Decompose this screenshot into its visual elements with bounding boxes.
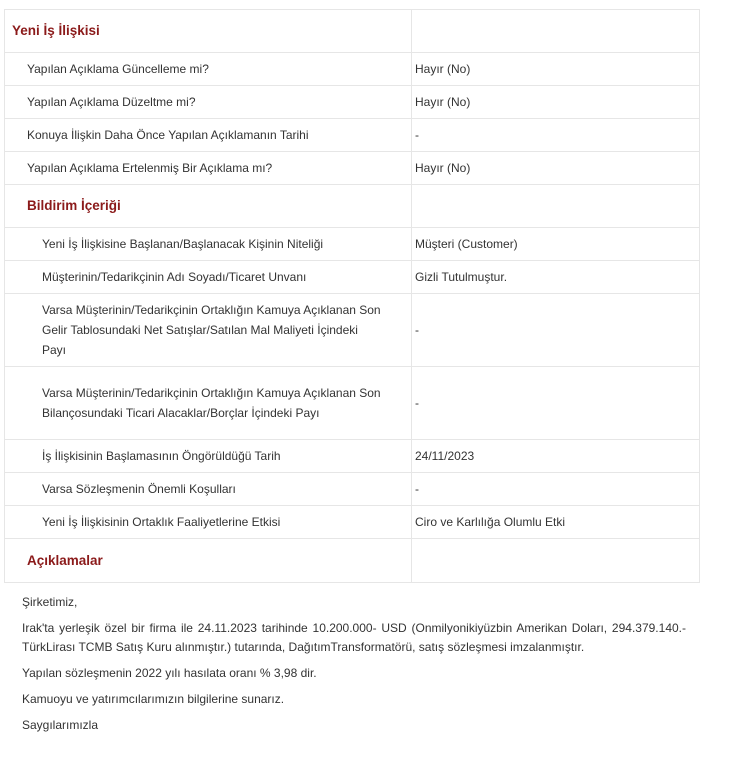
notes-body: Irak'ta yerleşik özel bir firma ile 24.11.2023 tarihinde 10.200.000- USD (Onmilyonikiyüzbin Amerikan Doları, 294.379.140.- TürkLirası TCMB Satış Kuru alınmıştır.) tutarında, DağıtımTransformatörü, satış sözleşmesi imzalanmıştır. bbox=[22, 621, 686, 654]
row-label: Müşterinin/Tedarikçinin Adı Soyadı/Ticaret Unvanı bbox=[5, 261, 412, 294]
row-label: Yapılan Açıklama Ertelenmiş Bir Açıklama mı? bbox=[5, 152, 412, 185]
table-row bbox=[5, 152, 700, 185]
notes-closing: Saygılarımızla bbox=[22, 718, 99, 732]
table-row bbox=[5, 473, 700, 506]
row-value: - bbox=[412, 367, 700, 440]
row-label: Yapılan Açıklama Güncelleme mi? bbox=[5, 53, 412, 86]
section-header-row bbox=[5, 185, 700, 228]
row-label: Yeni İş İlişkisinin Ortaklık Faaliyetlerine Etkisi bbox=[5, 506, 412, 539]
section-header-row bbox=[5, 10, 700, 53]
table-row bbox=[5, 440, 700, 473]
row-value: - bbox=[412, 473, 700, 506]
notes-info: Kamuoyu ve yatırımcılarımızın bilgilerine sunarız. bbox=[22, 692, 285, 706]
table-row bbox=[5, 119, 700, 152]
disclosure-table bbox=[4, 9, 700, 583]
table-row bbox=[5, 86, 700, 119]
notes-greeting: Şirketimiz, bbox=[22, 595, 78, 609]
section-title: Açıklamalar bbox=[5, 539, 412, 583]
section-title: Yeni İş İlişkisi bbox=[5, 10, 412, 53]
row-label: Yapılan Açıklama Düzeltme mi? bbox=[5, 86, 412, 119]
row-value: Hayır (No) bbox=[412, 53, 700, 86]
row-value: Gizli Tutulmuştur. bbox=[412, 261, 700, 294]
row-label: Varsa Müşterinin/Tedarikçinin Ortaklığın Kamuya Açıklanan Son Gelir Tablosundaki Net Satışlar/Satılan Mal Maliyeti İçindeki Payı bbox=[5, 294, 412, 367]
row-label: Varsa Müşterinin/Tedarikçinin Ortaklığın Kamuya Açıklanan Son Bilançosundaki Ticari Alacaklar/Borçlar İçindeki Payı bbox=[5, 367, 412, 440]
row-label: Konuya İlişkin Daha Önce Yapılan Açıklamanın Tarihi bbox=[5, 119, 412, 152]
row-value: Hayır (No) bbox=[412, 86, 700, 119]
table-row bbox=[5, 261, 700, 294]
table-row bbox=[5, 228, 700, 261]
row-value: Hayır (No) bbox=[412, 152, 700, 185]
table-row bbox=[5, 53, 700, 86]
row-value: Ciro ve Karlılığa Olumlu Etki bbox=[412, 506, 700, 539]
row-value: - bbox=[412, 294, 700, 367]
notes-ratio: Yapılan sözleşmenin 2022 yılı hasılata oranı % 3,98 dir. bbox=[22, 666, 317, 680]
row-label: İş İlişkisinin Başlamasının Öngörüldüğü Tarih bbox=[5, 440, 412, 473]
row-label: Yeni İş İlişkisine Başlanan/Başlanacak Kişinin Niteliği bbox=[5, 228, 412, 261]
row-value: 24/11/2023 bbox=[412, 440, 700, 473]
section-header-row bbox=[5, 539, 700, 583]
table-row bbox=[5, 294, 700, 367]
explanations-text bbox=[22, 593, 686, 735]
table-row bbox=[5, 506, 700, 539]
table-row bbox=[5, 367, 700, 440]
row-label: Varsa Sözleşmenin Önemli Koşulları bbox=[5, 473, 412, 506]
row-value: Müşteri (Customer) bbox=[412, 228, 700, 261]
row-value: - bbox=[412, 119, 700, 152]
section-title: Bildirim İçeriği bbox=[5, 185, 412, 228]
